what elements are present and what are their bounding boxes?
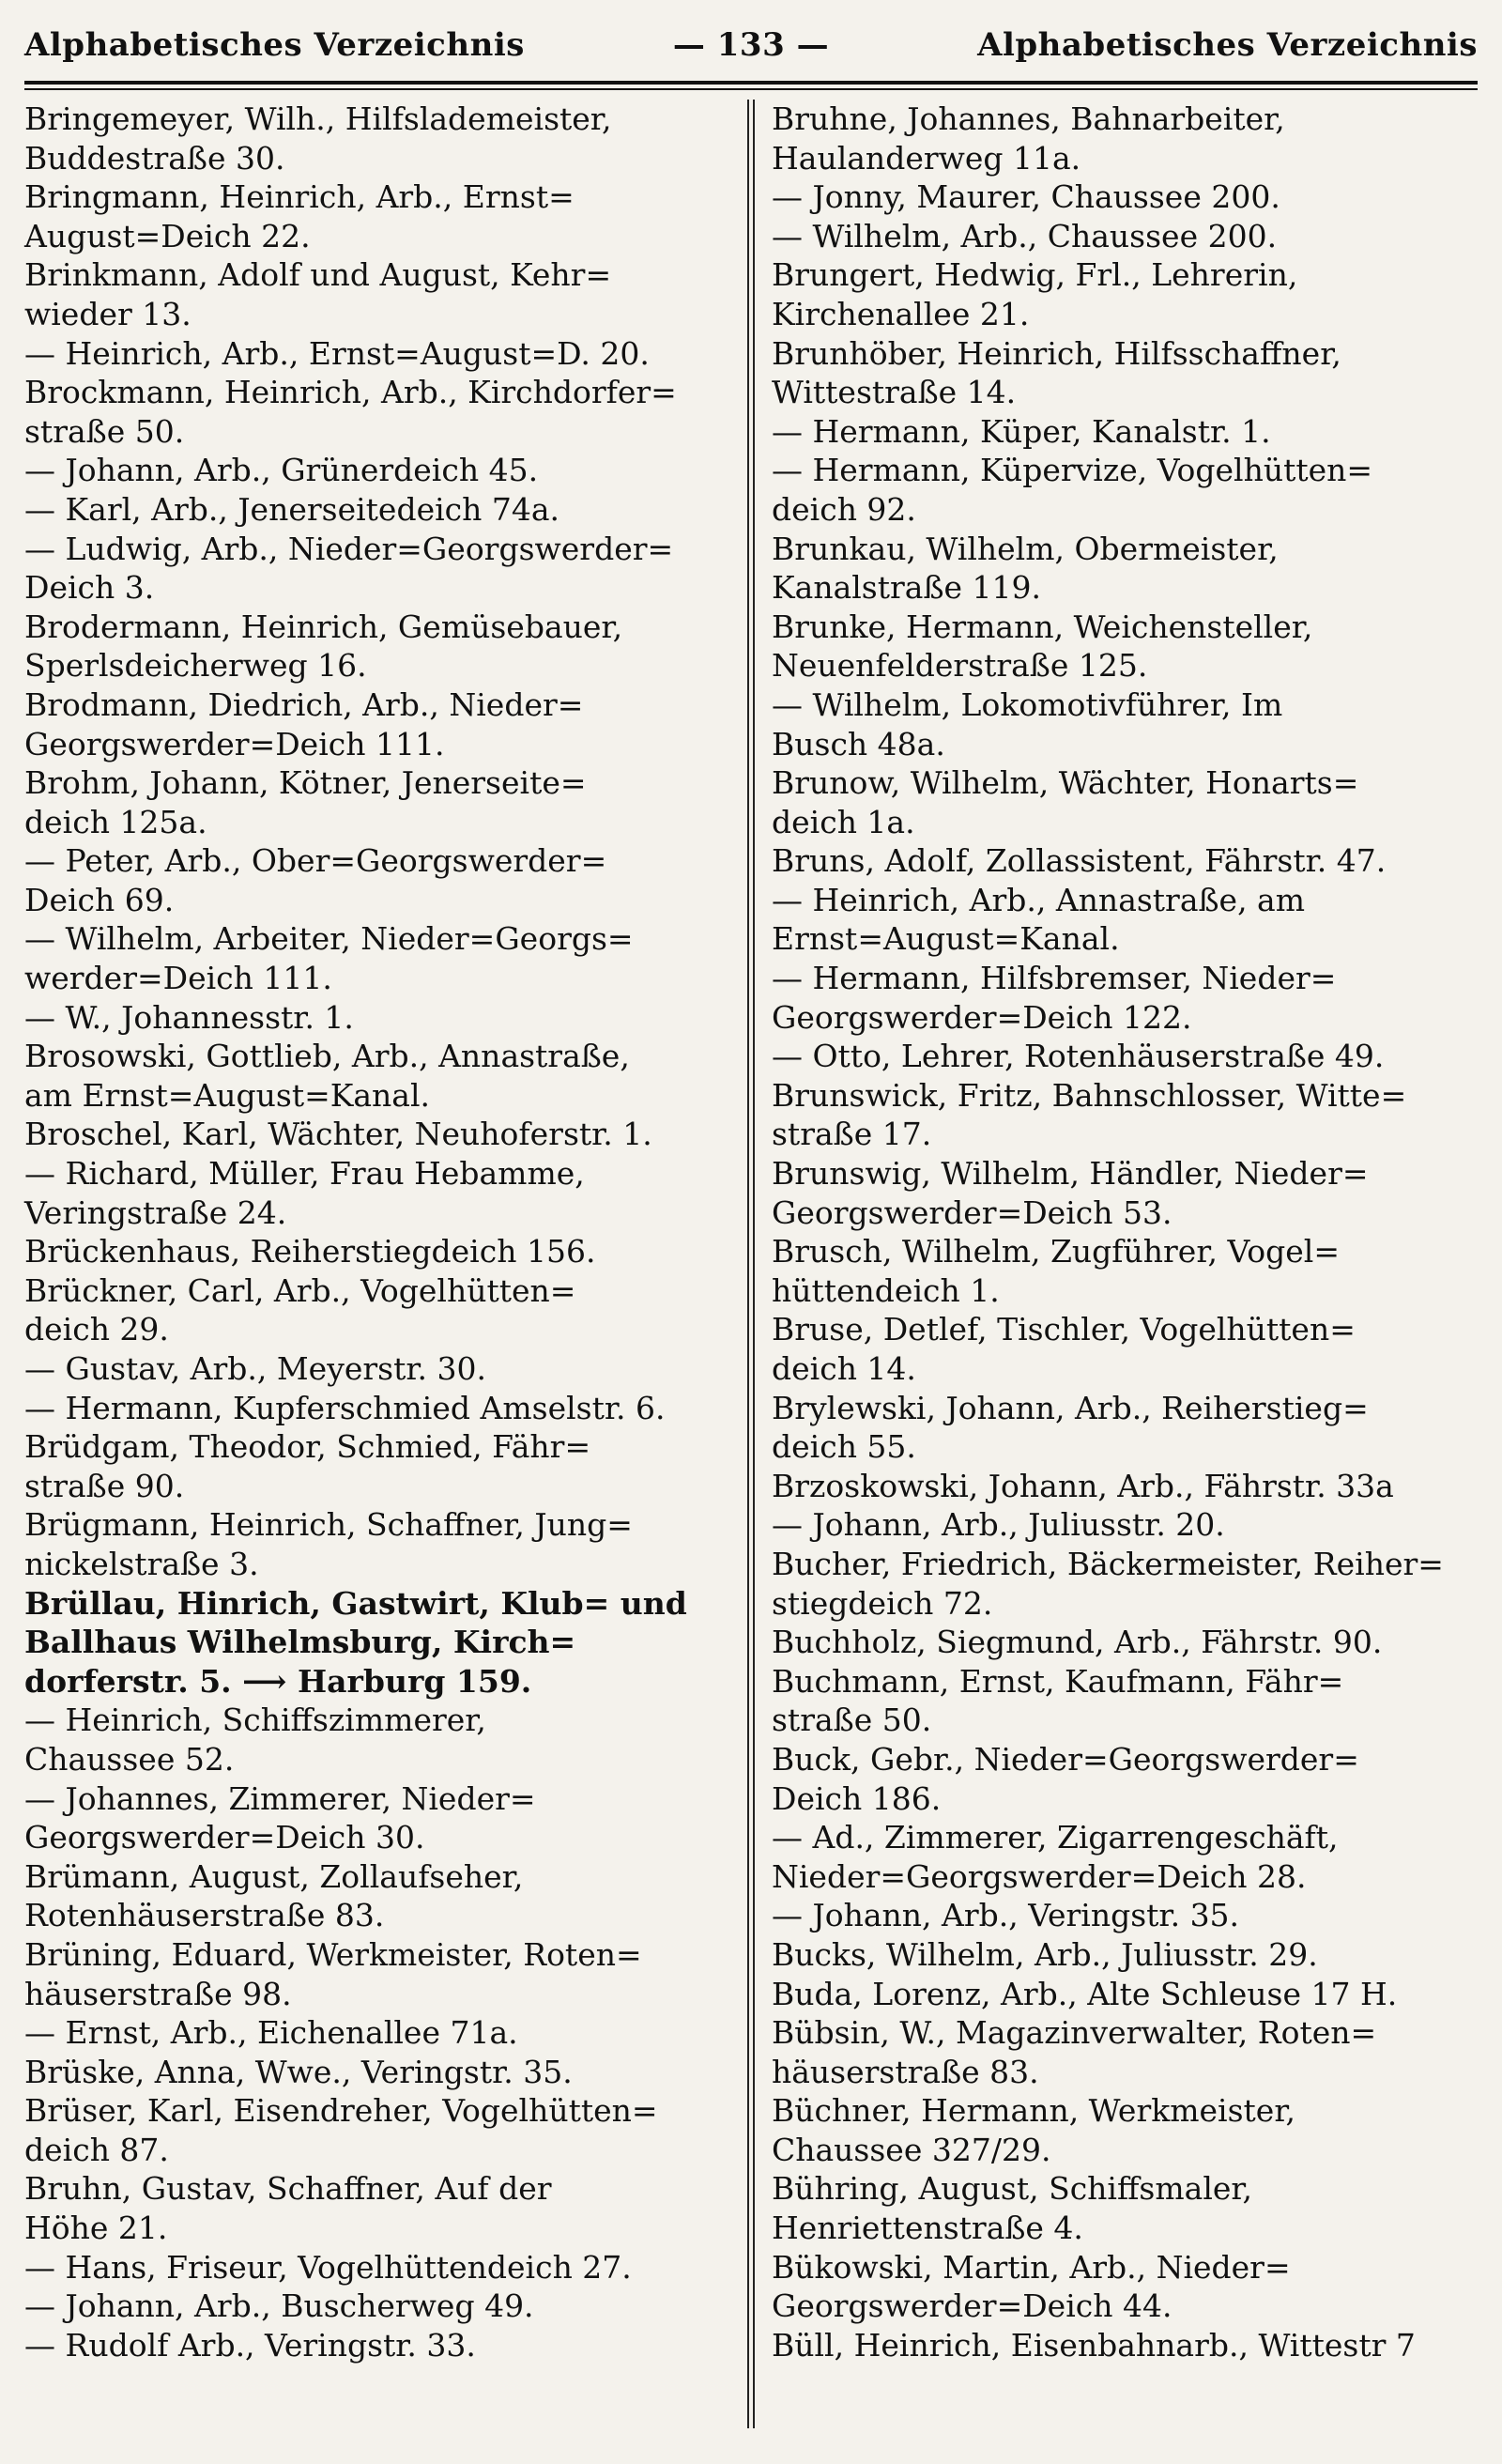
entry-line: — Richard, Müller, Frau Hebamme, xyxy=(24,1155,585,1193)
entry-line: Brylewski, Johann, Arb., Reiherstieg= xyxy=(772,1389,1369,1426)
entry-line: Neuenfelderstraße 125. xyxy=(772,647,1148,685)
entry-line: straße 50. xyxy=(24,412,185,450)
entry-line: — Hans, Friseur, Vogelhüttendeich 27. xyxy=(24,2248,632,2286)
entry-line: Brusch, Wilhelm, Zugführer, Vogel= xyxy=(772,1233,1340,1270)
entry-line: — Peter, Arb., Ober=Georgswerder= xyxy=(24,842,607,880)
entry-line: nickelstraße 3. xyxy=(24,1545,259,1582)
entry-line: Chaussee 327/29. xyxy=(772,2131,1051,2168)
entry-line: Brohm, Johann, Kötner, Jenerseite= xyxy=(24,764,587,802)
entry-line: deich 14. xyxy=(772,1350,916,1387)
entry-line: — Ludwig, Arb., Nieder=Georgswerder= xyxy=(24,530,674,567)
entry-line: Brunkau, Wilhelm, Obermeister, xyxy=(772,530,1279,567)
entry-line: Bucher, Friedrich, Bäckermeister, Reiher= xyxy=(772,1545,1444,1582)
entry-line: Brinkmann, Adolf und August, Kehr= xyxy=(24,256,612,294)
entry-line: Höhe 21. xyxy=(24,2210,168,2247)
entry-line: Haulanderweg 11a. xyxy=(772,139,1081,177)
entry-line: — Rudolf Arb., Veringstr. 33. xyxy=(24,2326,476,2364)
entry-line: Kirchenallee 21. xyxy=(772,295,1030,332)
directory-entry xyxy=(24,255,730,333)
directory-entry xyxy=(24,685,730,763)
directory-entry xyxy=(772,685,1478,763)
entry-line: Brunow, Wilhelm, Wächter, Honarts= xyxy=(772,764,1359,802)
directory-entry xyxy=(772,1076,1478,1154)
entry-line: — Heinrich, Arb., Ernst=August=D. 20. xyxy=(24,334,650,372)
entry-line: — Hermann, Küpervize, Vogelhütten= xyxy=(772,452,1373,489)
entry-line: Bükowski, Martin, Arb., Nieder= xyxy=(772,2248,1291,2286)
entry-line: Ernst=August=Kanal. xyxy=(772,920,1120,958)
entry-line: Bühring, August, Schiffsmaler, xyxy=(772,2170,1253,2208)
entry-line: Brüdgam, Theodor, Schmied, Fähr= xyxy=(24,1428,591,1466)
right-column xyxy=(772,100,1478,2428)
entry-line: Bringmann, Heinrich, Arb., Ernst= xyxy=(24,178,575,216)
directory-entry xyxy=(24,841,730,919)
entry-line: — Johann, Arb., Grünerdeich 45. xyxy=(24,452,539,489)
entry-line: Bruhn, Gustav, Schaffner, Auf der xyxy=(24,2170,552,2208)
directory-entry xyxy=(24,1349,730,1389)
directory-entry xyxy=(772,763,1478,841)
entry-line: werder=Deich 111. xyxy=(24,960,332,997)
entry-line: Bucks, Wilhelm, Arb., Juliusstr. 29. xyxy=(772,1935,1318,1973)
directory-entry xyxy=(24,1389,730,1428)
directory-entry xyxy=(24,2013,730,2053)
entry-line: — Heinrich, Schiffszimmerer, xyxy=(24,1702,486,1739)
entry-line: Brunhöber, Heinrich, Hilfsschaffner, xyxy=(772,334,1341,372)
entry-line: Bruns, Adolf, Zollassistent, Fährstr. 47. xyxy=(772,842,1387,880)
entry-line: Brungert, Hedwig, Frl., Lehrerin, xyxy=(772,256,1298,294)
entry-line: wieder 13. xyxy=(24,295,192,332)
directory-entry xyxy=(772,334,1478,412)
entry-line: Buda, Lorenz, Arb., Alte Schleuse 17 H. xyxy=(772,1975,1398,2012)
directory-entry xyxy=(772,959,1478,1037)
entry-line: Brügmann, Heinrich, Schaffner, Jung= xyxy=(24,1506,633,1544)
directory-entry xyxy=(24,608,730,685)
header-rule-thin xyxy=(24,88,1478,90)
entry-line: Brückner, Carl, Arb., Vogelhütten= xyxy=(24,1271,576,1309)
directory-entry xyxy=(772,1935,1478,1975)
directory-entry xyxy=(772,100,1478,177)
directory-entry xyxy=(772,1623,1478,1662)
entry-line: deich 1a. xyxy=(772,803,915,840)
directory-entry xyxy=(24,490,730,530)
entry-line: Rotenhäuserstraße 83. xyxy=(24,1897,385,1934)
header-rule-thick xyxy=(24,81,1478,85)
header-left-title: Alphabetisches Verzeichnis xyxy=(24,26,525,64)
directory-entry xyxy=(24,2326,730,2365)
entry-line: Deich 186. xyxy=(772,1779,942,1817)
entry-line: — Johannes, Zimmerer, Nieder= xyxy=(24,1779,536,1817)
entry-line: Buchholz, Siegmund, Arb., Fährstr. 90. xyxy=(772,1624,1383,1661)
directory-entry xyxy=(772,881,1478,959)
entry-line: — Johann, Arb., Juliusstr. 20. xyxy=(772,1506,1225,1544)
entry-line: Buddestraße 30. xyxy=(24,139,285,177)
directory-entry xyxy=(772,177,1478,217)
directory-entry xyxy=(24,1779,730,1857)
entry-line: — Wilhelm, Lokomotivführer, Im xyxy=(772,685,1283,723)
entry-line: Brodermann, Heinrich, Gemüsebauer, xyxy=(24,608,623,645)
directory-entry xyxy=(24,1115,730,1154)
directory-entry xyxy=(772,1037,1478,1076)
directory-entry xyxy=(772,217,1478,256)
directory-entry xyxy=(24,2053,730,2092)
entry-line: Veringstraße 24. xyxy=(24,1194,287,1231)
header-right-title: Alphabetisches Verzeichnis xyxy=(977,26,1478,64)
entry-line: Brosowski, Gottlieb, Arb., Annastraße, xyxy=(24,1038,630,1075)
page-number: — 133 — xyxy=(672,26,830,64)
entry-line: am Ernst=August=Kanal. xyxy=(24,1076,431,1114)
page-header xyxy=(24,26,1478,77)
entry-line: Georgswerder=Deich 122. xyxy=(772,998,1192,1036)
entry-line: — Johann, Arb., Buscherweg 49. xyxy=(24,2287,534,2325)
entry-line: deich 125a. xyxy=(24,803,207,840)
entry-line: Bübsin, W., Magazinverwalter, Roten= xyxy=(772,2014,1377,2052)
directory-entry xyxy=(24,2091,730,2169)
entry-line: häuserstraße 83. xyxy=(772,2053,1039,2090)
directory-entry xyxy=(24,998,730,1038)
entry-line: — W., Johannesstr. 1. xyxy=(24,998,354,1036)
entry-line: Brockmann, Heinrich, Arb., Kirchdorfer= xyxy=(24,374,677,411)
entry-line: Brückenhaus, Reiherstiegdeich 156. xyxy=(24,1233,596,1270)
directory-entry xyxy=(24,1505,730,1583)
entry-line: Brodmann, Diedrich, Arb., Nieder= xyxy=(24,685,584,723)
directory-entry xyxy=(24,177,730,255)
entry-line: Büll, Heinrich, Eisenbahnarb., Wittestr 7 xyxy=(772,2326,1416,2364)
entry-line: Brüning, Eduard, Werkmeister, Roten= xyxy=(24,1935,642,1973)
entry-line: Buchmann, Ernst, Kaufmann, Fähr= xyxy=(772,1662,1344,1700)
entry-line: dorferstr. 5. ⟶ Harburg 159. xyxy=(24,1662,532,1700)
entry-line: — Gustav, Arb., Meyerstr. 30. xyxy=(24,1350,486,1387)
directory-entry xyxy=(24,919,730,997)
entry-line: Nieder=Georgswerder=Deich 28. xyxy=(772,1857,1307,1895)
directory-entry xyxy=(772,1545,1478,1623)
entry-line: Brümann, August, Zollaufseher, xyxy=(24,1857,524,1895)
directory-entry xyxy=(772,1310,1478,1388)
directory-entry xyxy=(24,1271,730,1349)
entry-line: straße 50. xyxy=(772,1702,932,1739)
entry-line: — Ad., Zimmerer, Zigarrengeschäft, xyxy=(772,1819,1339,1856)
entry-line: — Hermann, Hilfsbremser, Nieder= xyxy=(772,960,1337,997)
directory-entry xyxy=(24,763,730,841)
entry-line: hüttendeich 1. xyxy=(772,1271,1000,1309)
entry-line: häuserstraße 98. xyxy=(24,1975,292,2012)
entry-line: Henriettenstraße 4. xyxy=(772,2210,1083,2247)
entry-line: straße 90. xyxy=(24,1467,185,1504)
directory-entry xyxy=(772,2091,1478,2169)
entry-line: Bruhne, Johannes, Bahnarbeiter, xyxy=(772,100,1285,137)
entry-line: Brunswig, Wilhelm, Händler, Nieder= xyxy=(772,1155,1369,1193)
entry-line: — Otto, Lehrer, Rotenhäuserstraße 49. xyxy=(772,1038,1385,1075)
entry-line: deich 92. xyxy=(772,490,916,528)
directory-entry xyxy=(24,1935,730,2013)
entry-line: straße 17. xyxy=(772,1116,932,1153)
left-column xyxy=(24,100,730,2428)
entry-line: Brüske, Anna, Wwe., Veringstr. 35. xyxy=(24,2053,573,2090)
entry-line: Georgswerder=Deich 111. xyxy=(24,725,445,762)
entry-line: deich 87. xyxy=(24,2131,169,2168)
directory-entry xyxy=(772,2326,1478,2365)
entry-line: stiegdeich 72. xyxy=(772,1584,993,1622)
column-divider xyxy=(747,100,755,2428)
directory-entry xyxy=(772,451,1478,529)
directory-entry xyxy=(772,1389,1478,1467)
entry-line: Bruse, Detlef, Tischler, Vogelhütten= xyxy=(772,1311,1356,1348)
entry-line: Kanalstraße 119. xyxy=(772,569,1041,607)
directory-entry xyxy=(772,2169,1478,2247)
directory-entry xyxy=(772,2248,1478,2326)
entry-line: Büchner, Hermann, Werkmeister, xyxy=(772,2092,1295,2130)
entry-line: deich 55. xyxy=(772,1428,916,1466)
directory-entry xyxy=(772,841,1478,881)
directory-entry xyxy=(24,1427,730,1505)
directory-entry xyxy=(24,451,730,490)
directory-entry xyxy=(24,1037,730,1115)
directory-entry xyxy=(772,1232,1478,1310)
directory-entry xyxy=(772,2013,1478,2091)
directory-entry xyxy=(772,608,1478,685)
directory-entry xyxy=(24,334,730,374)
directory-entry xyxy=(24,1701,730,1779)
entry-line: Chaussee 52. xyxy=(24,1740,235,1778)
entry-line: Brunswick, Fritz, Bahnschlosser, Witte= xyxy=(772,1076,1407,1114)
entry-line: — Ernst, Arb., Eichenallee 71a. xyxy=(24,2014,518,2052)
entry-line: Broschel, Karl, Wächter, Neuhoferstr. 1. xyxy=(24,1116,652,1153)
entry-line: — Hermann, Küper, Kanalstr. 1. xyxy=(772,412,1271,450)
entry-line: — Wilhelm, Arbeiter, Nieder=Georgs= xyxy=(24,920,634,958)
directory-entry xyxy=(24,2287,730,2326)
directory-entry xyxy=(24,373,730,451)
entry-line: Sperlsdeicherweg 16. xyxy=(24,647,367,685)
entry-line: Brüllau, Hinrich, Gastwirt, Klub= und xyxy=(24,1584,687,1622)
entry-line: Busch 48a. xyxy=(772,725,945,762)
entry-line: Georgswerder=Deich 53. xyxy=(772,1194,1172,1231)
directory-entry xyxy=(772,1896,1478,1935)
entry-line: Deich 3. xyxy=(24,569,155,607)
entry-line: deich 29. xyxy=(24,1311,169,1348)
directory-entry xyxy=(772,1975,1478,2014)
directory-entry xyxy=(772,1467,1478,1506)
directory-entry xyxy=(772,1505,1478,1545)
directory-entry xyxy=(772,412,1478,452)
entry-line: — Johann, Arb., Veringstr. 35. xyxy=(772,1897,1240,1934)
entry-line: — Jonny, Maurer, Chaussee 200. xyxy=(772,178,1280,216)
directory-entry xyxy=(24,2248,730,2287)
entry-line: Georgswerder=Deich 44. xyxy=(772,2287,1172,2325)
entry-line: — Wilhelm, Arb., Chaussee 200. xyxy=(772,217,1278,254)
entry-line: Bringemeyer, Wilh., Hilfslademeister, xyxy=(24,100,612,137)
directory-entry xyxy=(24,1232,730,1271)
entry-line: Georgswerder=Deich 30. xyxy=(24,1819,425,1856)
directory-entry xyxy=(24,2169,730,2247)
directory-entry xyxy=(24,100,730,177)
entry-line: — Hermann, Kupferschmied Amselstr. 6. xyxy=(24,1389,666,1426)
directory-entry xyxy=(772,1662,1478,1740)
entry-line: Deich 69. xyxy=(24,881,175,918)
directory-entry xyxy=(772,1154,1478,1232)
entry-line: Brunke, Hermann, Weichensteller, xyxy=(772,608,1313,645)
entry-line: Brüser, Karl, Eisendreher, Vogelhütten= xyxy=(24,2092,658,2130)
entry-line: Brzoskowski, Johann, Arb., Fährstr. 33a xyxy=(772,1467,1394,1504)
directory-entry xyxy=(772,530,1478,608)
directory-entry xyxy=(24,530,730,608)
columns xyxy=(24,100,1478,2428)
entry-line: August=Deich 22. xyxy=(24,217,311,254)
directory-entry xyxy=(772,1818,1478,1896)
directory-entry xyxy=(24,1857,730,1935)
entry-line: Wittestraße 14. xyxy=(772,374,1017,411)
entry-line: Buck, Gebr., Nieder=Georgswerder= xyxy=(772,1740,1359,1778)
directory-entry xyxy=(772,1740,1478,1818)
directory-entry xyxy=(772,255,1478,333)
entry-line: — Karl, Arb., Jenerseitedeich 74a. xyxy=(24,490,560,528)
entry-line: Ballhaus Wilhelmsburg, Kirch= xyxy=(24,1624,576,1661)
entry-line: — Heinrich, Arb., Annastraße, am xyxy=(772,881,1306,918)
directory-entry xyxy=(24,1154,730,1232)
directory-entry xyxy=(24,1584,730,1702)
